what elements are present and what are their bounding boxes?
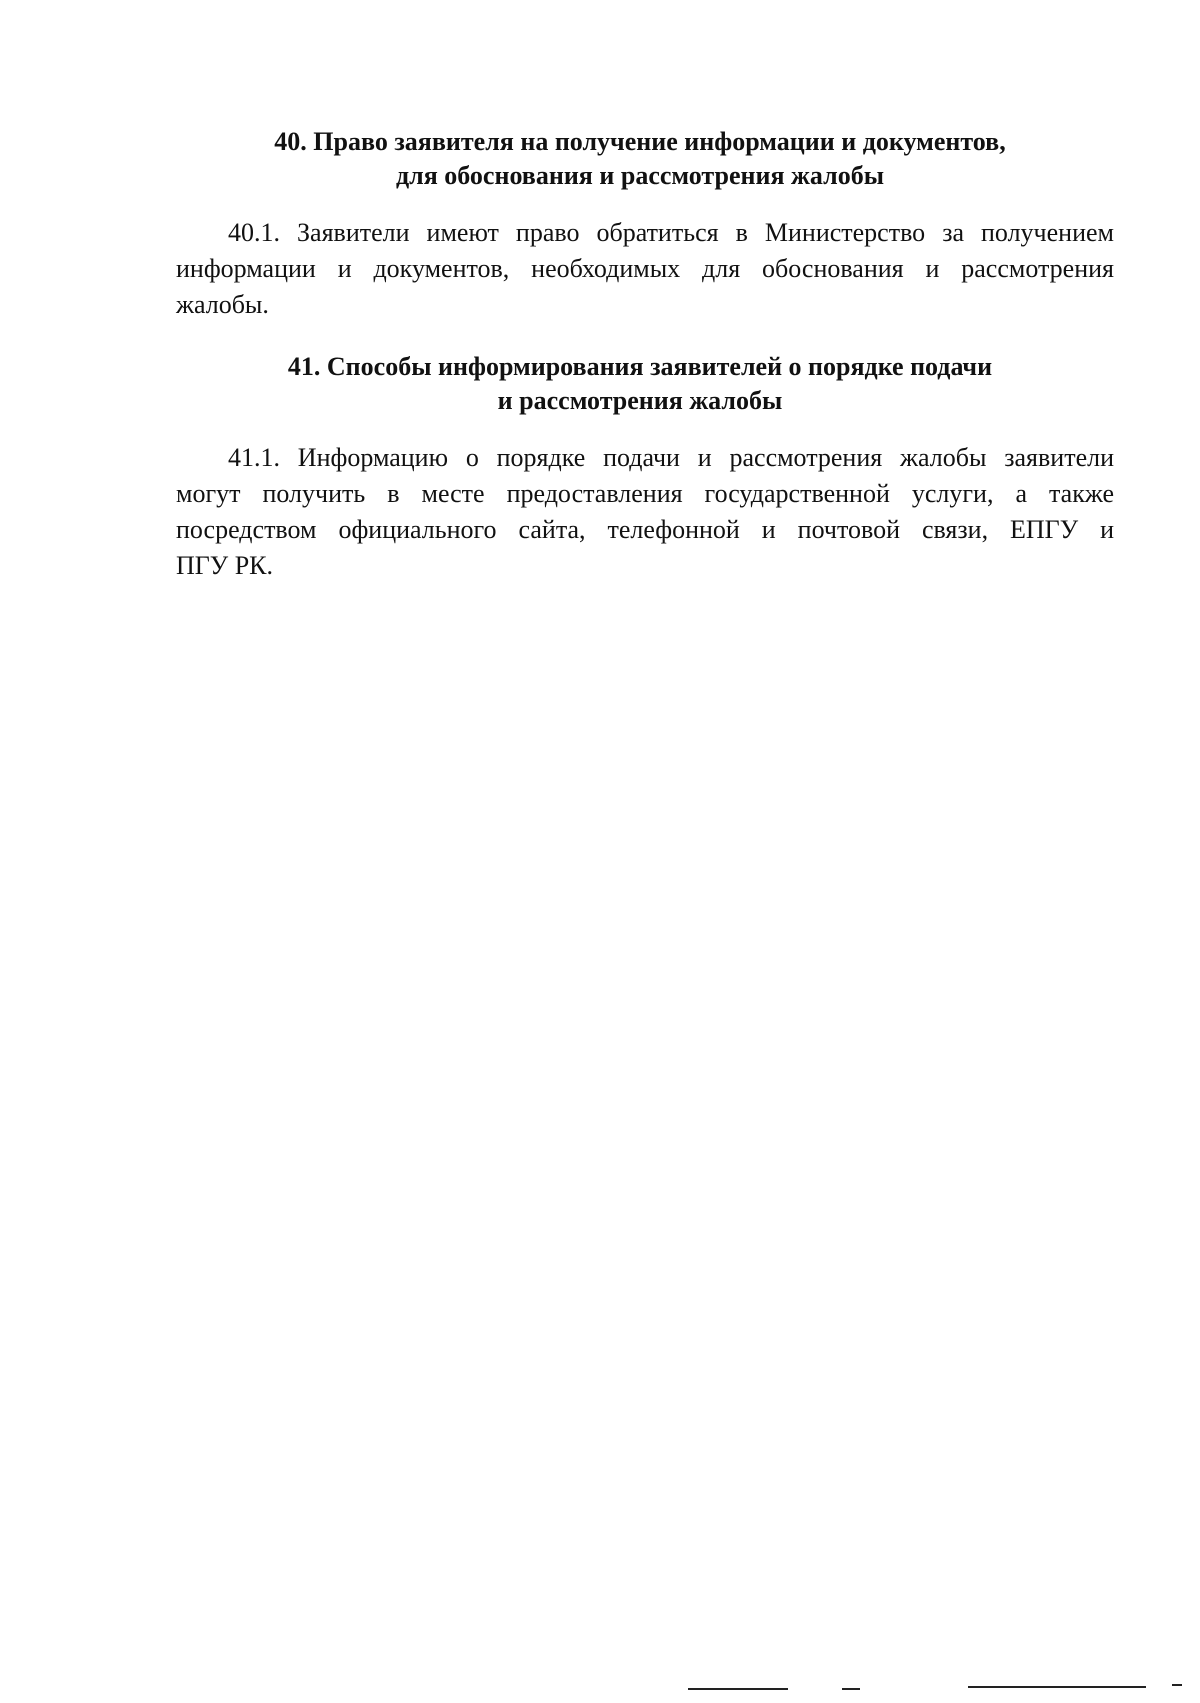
section-40-para-line-1: 40.1. Заявители имеют право обратиться в Министерство за получением xyxy=(228,218,1114,247)
section-41-heading xyxy=(180,350,1100,418)
scan-artifact-line xyxy=(968,1686,1146,1688)
scan-artifact-line xyxy=(842,1688,860,1690)
section-41-para-line-4: ПГУ РК. xyxy=(176,551,274,580)
section-41-paragraph xyxy=(176,440,1114,584)
scan-artifact-line xyxy=(1172,1684,1182,1686)
section-40-heading-line-1: 40. Право заявителя на получение информации и документов, xyxy=(274,127,1006,156)
section-41-para-line-2: могут получить в месте предоставления государственной услуги, а также xyxy=(176,479,1114,508)
section-40-para-line-2: информации и документов, необходимых для обоснования и рассмотрения xyxy=(176,254,1114,283)
scan-artifact-line xyxy=(688,1688,788,1690)
section-41-para-line-3: посредством официального сайта, телефонной и почтовой связи, ЕПГУ и xyxy=(176,515,1114,544)
section-40-para-line-3: жалобы. xyxy=(176,290,269,319)
section-41-heading-line-1: 41. Способы информирования заявителей о порядке подачи xyxy=(287,352,993,381)
section-41-para-line-1: 41.1. Информацию о порядке подачи и рассмотрения жалобы заявители xyxy=(228,443,1114,472)
section-40-heading xyxy=(180,125,1100,193)
section-40-paragraph xyxy=(176,215,1114,323)
section-40-heading-line-2: для обоснования и рассмотрения жалобы xyxy=(395,161,885,190)
section-41-heading-line-2: и рассмотрения жалобы xyxy=(497,386,783,415)
